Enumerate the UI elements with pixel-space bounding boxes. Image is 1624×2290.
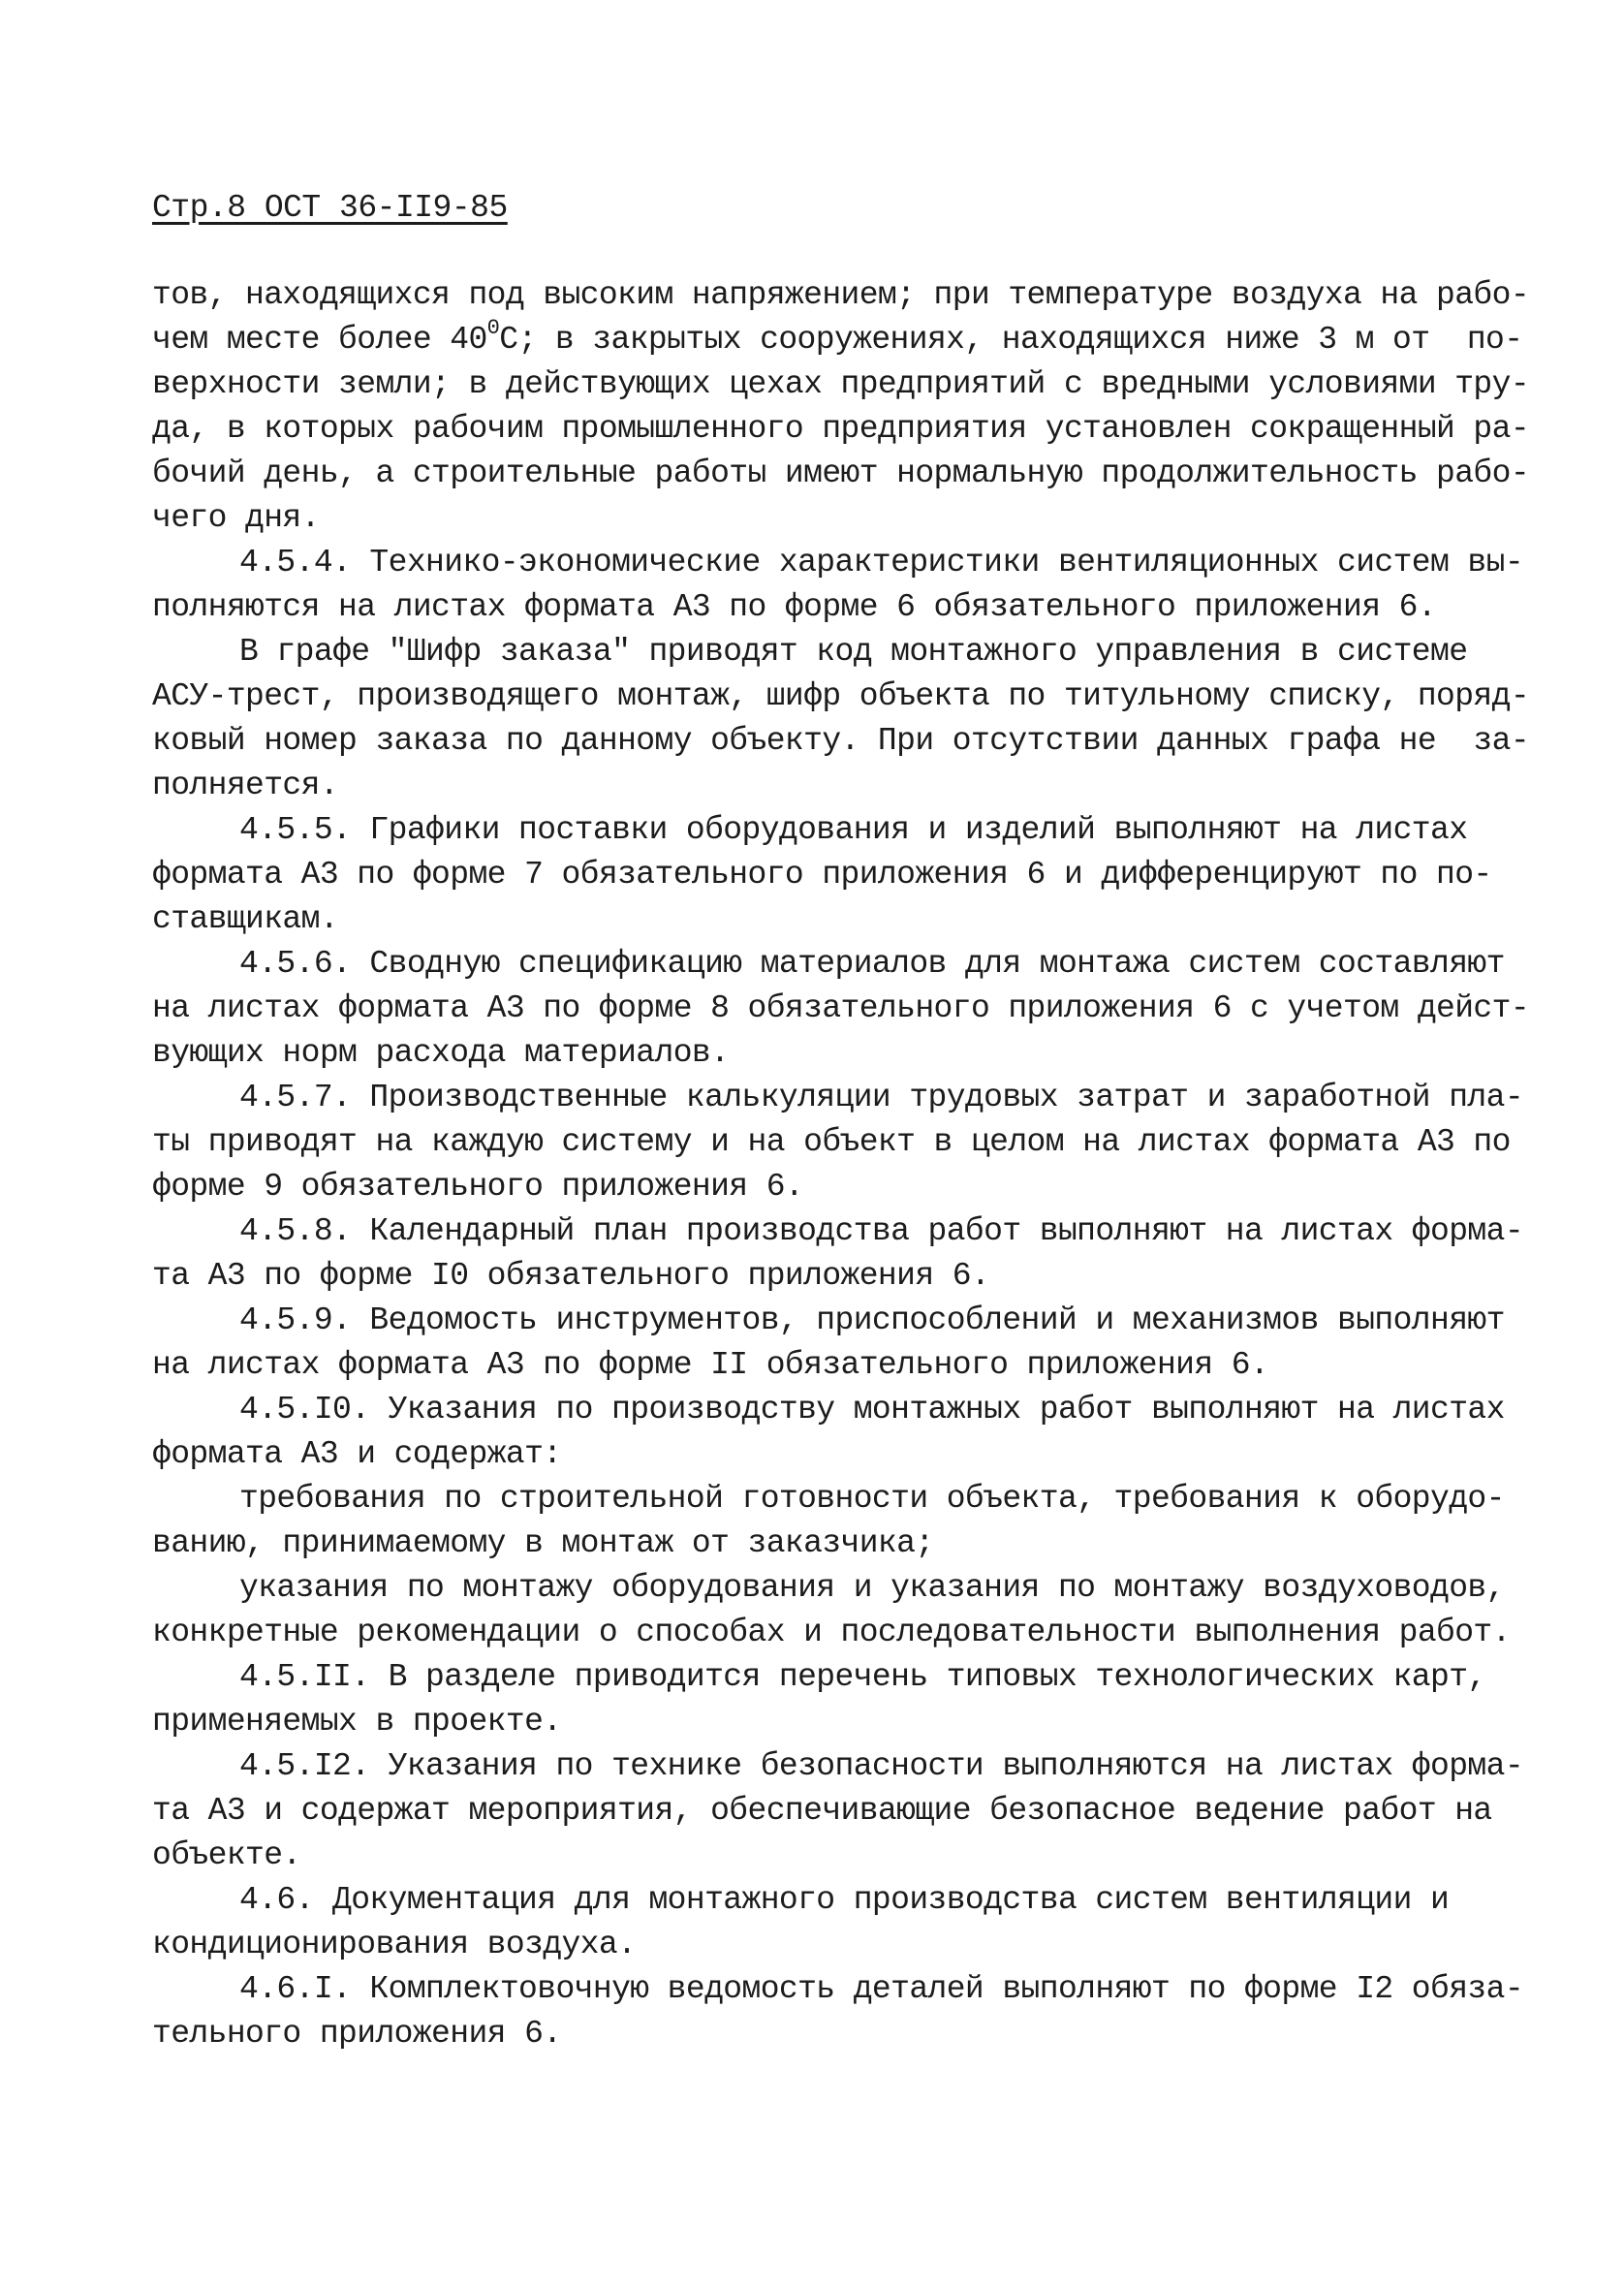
text-line-content: вующих норм расхода материалов. xyxy=(152,1035,730,1071)
text-line-content: чего дня. xyxy=(152,500,320,536)
text-line-content: полняются на листах формата А3 по форме 6 обязательного приложения 6. xyxy=(152,589,1437,625)
text-line xyxy=(152,541,1524,585)
text-line xyxy=(152,1031,1509,1076)
text-line xyxy=(152,496,1509,541)
text-line-content: указания по монтажу оборудования и указания по монтажу воздуховодов, xyxy=(239,1570,1505,1606)
text-line xyxy=(152,407,1530,452)
text-line xyxy=(152,1209,1524,1254)
text-line-content: 4.6.I. Комплектовочную ведомость деталей выполняют по форме I2 обяза- xyxy=(239,1971,1524,2007)
text-line xyxy=(152,362,1530,407)
text-line xyxy=(152,1655,1509,1700)
text-line xyxy=(152,273,1530,318)
text-line xyxy=(152,1299,1509,1343)
text-line xyxy=(152,1744,1524,1789)
text-line-content: 4.5.I2. Указания по технике безопасности выполняются на листах форма- xyxy=(239,1748,1524,1784)
text-line xyxy=(152,1834,1509,1878)
text-line-content: 4.5.9. Ведомость инструментов, приспособлений и механизмов выполняют xyxy=(239,1302,1505,1338)
text-line-content: требования по строительной готовности объекта, требования к оборудо- xyxy=(239,1481,1505,1517)
text-line-content: 4.5.6. Сводную спецификацию материалов для монтажа систем составляют xyxy=(239,946,1505,982)
text-line-content: бочий день, а строительные работы имеют нормальную продолжительность рабо- xyxy=(152,455,1530,491)
text-line-content: форме 9 обязательного приложения 6. xyxy=(152,1169,804,1205)
text-line xyxy=(152,764,1509,808)
text-line xyxy=(152,1343,1509,1388)
text-line-content: АСУ-трест, производящего монтаж, шифр объекта по титульному списку, поряд- xyxy=(152,678,1530,714)
text-line-content: ты приводят на каждую систему и на объект в целом на листах формата А3 по xyxy=(152,1124,1511,1160)
text-line xyxy=(152,719,1530,764)
superscript: 0 xyxy=(486,316,500,340)
text-line-content: 4.5.II. В разделе приводится перечень типовых технологических карт, xyxy=(239,1659,1486,1695)
text-line-content: 4.5.5. Графики поставки оборудования и изделий выполняют на листах xyxy=(239,812,1468,848)
text-line-content: 4.5.I0. Указания по производству монтажных работ выполняют на листах xyxy=(239,1392,1505,1427)
text-line xyxy=(152,897,1509,942)
text-line-content: да, в которых рабочим промышленного предприятия установлен сокращенный ра- xyxy=(152,411,1530,447)
text-line xyxy=(152,674,1530,719)
text-line-content: 4.5.8. Календарный план производства работ выполняют на листах форма- xyxy=(239,1213,1524,1249)
text-line-content: на листах формата А3 по форме 8 обязательного приложения 6 с учетом дейст- xyxy=(152,990,1530,1026)
text-line xyxy=(152,1477,1509,1521)
text-line xyxy=(152,1878,1509,1923)
text-line-content: объекте. xyxy=(152,1837,301,1873)
text-line-content: чем месте более 40 xyxy=(152,322,487,358)
text-line-content: та А3 по форме I0 обязательного приложения 6. xyxy=(152,1258,990,1294)
text-line-content: 4.5.4. Технико-экономические характеристики вентиляционных систем вы- xyxy=(239,545,1524,580)
text-line xyxy=(152,452,1530,496)
text-line-content: применяемых в проекте. xyxy=(152,1704,562,1740)
text-line xyxy=(152,1967,1524,2012)
text-line xyxy=(152,1254,1509,1299)
text-line-content: на листах формата А3 по форме II обязательного приложения 6. xyxy=(152,1347,1269,1383)
text-line-content: формата А3 и содержат: xyxy=(152,1436,562,1472)
text-line xyxy=(152,808,1509,853)
document-body xyxy=(152,273,1530,2056)
text-line-content: формата А3 по форме 7 обязательного приложения 6 и дифференцируют по по- xyxy=(152,857,1492,893)
text-line-content: 4.5.7. Производственные калькуляции трудовых затрат и заработной пла- xyxy=(239,1080,1524,1115)
text-line xyxy=(152,853,1509,897)
text-line xyxy=(152,1120,1509,1165)
text-line xyxy=(152,2012,1509,2056)
text-line xyxy=(152,630,1509,674)
text-line-content: та А3 и содержат мероприятия, обеспечивающие безопасное ведение работ на xyxy=(152,1793,1492,1829)
text-line xyxy=(152,1165,1509,1209)
text-line-content: ванию, принимаемому в монтаж от заказчика; xyxy=(152,1525,934,1561)
text-line-content: 4.6. Документация для монтажного производства систем вентиляции и xyxy=(239,1882,1450,1918)
text-line-content: ставщикам. xyxy=(152,901,339,937)
text-line-content: В графе "Шифр заказа" приводят код монтажного управления в системе xyxy=(239,634,1468,670)
text-line-continuation: С; в закрытых сооружениях, находящихся ниже 3 м от по- xyxy=(499,322,1523,358)
text-line-content: кондиционирования воздуха. xyxy=(152,1927,637,1962)
text-line-content: тов, находящихся под высоким напряжением; при температуре воздуха на рабо- xyxy=(152,277,1530,313)
text-line-content: верхности земли; в действующих цехах предприятий с вредными условиями тру- xyxy=(152,366,1530,402)
text-line-content: тельного приложения 6. xyxy=(152,2016,562,2052)
text-line-content: конкретные рекомендации о способах и последовательности выполнения работ. xyxy=(152,1615,1511,1650)
text-line xyxy=(152,942,1509,987)
text-line xyxy=(152,1700,1509,1744)
text-line xyxy=(152,987,1530,1031)
text-line xyxy=(152,1611,1509,1655)
page-header: Стр.8 ОСТ 36-II9-85 xyxy=(152,190,508,226)
text-line xyxy=(152,585,1509,630)
text-line xyxy=(152,1388,1509,1432)
text-line xyxy=(152,1076,1524,1120)
text-line xyxy=(152,1432,1509,1477)
text-line-content: полняется. xyxy=(152,768,339,803)
text-line xyxy=(152,1521,1509,1566)
text-line xyxy=(152,1923,1509,1967)
text-line xyxy=(152,1566,1509,1611)
text-line xyxy=(152,316,1523,362)
text-line xyxy=(152,1789,1509,1834)
text-line-content: ковый номер заказа по данному объекту. При отсутствии данных графа не за- xyxy=(152,723,1530,759)
